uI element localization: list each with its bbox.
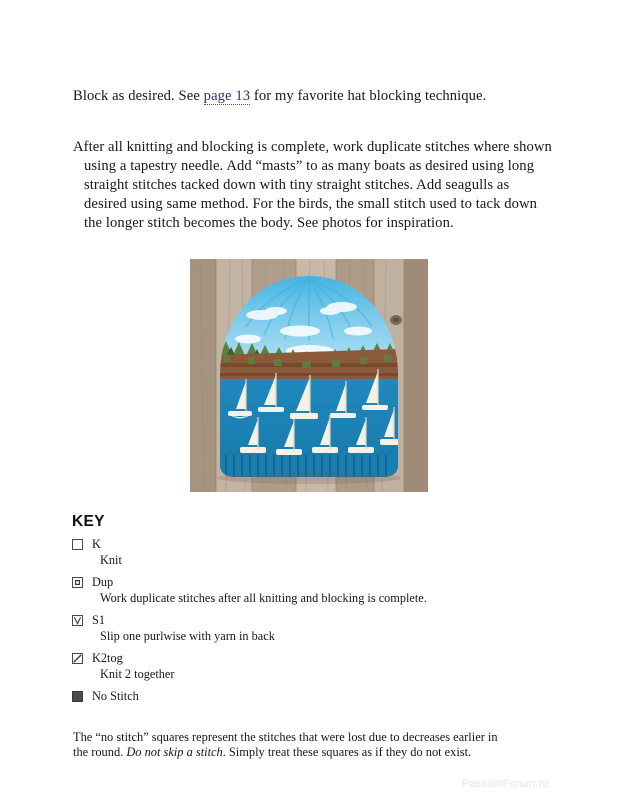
square-with-v-icon [72, 615, 83, 626]
page-13-link[interactable]: page 13 [203, 87, 251, 104]
site-watermark: PassionForum.ru [462, 778, 549, 790]
key-legend-list [72, 538, 532, 723]
key-heading: KEY [72, 513, 105, 530]
empty-square-icon [72, 539, 83, 550]
v-glyph [73, 616, 82, 625]
key-abbr: Dup [92, 575, 114, 589]
key-item-knit [72, 538, 532, 567]
key-description: Knit 2 together [100, 666, 175, 681]
paragraph-block-lead: Block as desired. See [73, 87, 204, 104]
footnote-tail: . Simply treat these squares as if they do not exist. [222, 744, 472, 759]
center-dot-glyph [73, 578, 82, 587]
key-description: Slip one purlwise with yarn in back [100, 628, 275, 643]
paragraph-block-tail: for my favorite hat blocking technique. [250, 87, 487, 104]
no-stitch-footnote [73, 730, 513, 759]
knitted-sailboat-hat-photo [190, 259, 428, 492]
key-description: Knit [100, 552, 122, 567]
square-with-diagonal-icon [72, 653, 83, 664]
key-abbr: K2tog [92, 651, 123, 665]
diagonal-glyph [73, 654, 82, 663]
paragraph-after-all-knitting: After all knitting and blocking is complete, work duplicate stitches where shown using a tapestry needle. Add “masts” to as many boats as desired using long straight stitches tacked down with tiny straight stitches. Add seagulls as desired using same method. For the birds, the small stitch used to tack down the longer stitch becomes the body. See photos for inspiration. [73, 138, 552, 232]
key-item-no-stitch [72, 690, 532, 714]
key-item-s1 [72, 614, 532, 643]
hat-photo-illustration [190, 259, 428, 492]
filled-gray-square-icon [72, 691, 83, 702]
footnote-lead: The “no stitch” squares represent the stitches that were lost due to decreases earlier in the round. [73, 730, 498, 759]
key-abbr: K [92, 537, 101, 551]
footnote-emphasis: Do not skip a stitch [126, 744, 223, 759]
key-description: Work duplicate stitches after all knitting and blocking is complete. [100, 590, 427, 605]
key-abbr: S1 [92, 613, 105, 627]
key-item-dup [72, 576, 532, 605]
key-item-k2tog [72, 652, 532, 681]
paragraph-block-as-desired [73, 87, 554, 106]
square-with-center-dot-icon [72, 577, 83, 588]
key-abbr: No Stitch [92, 689, 139, 703]
